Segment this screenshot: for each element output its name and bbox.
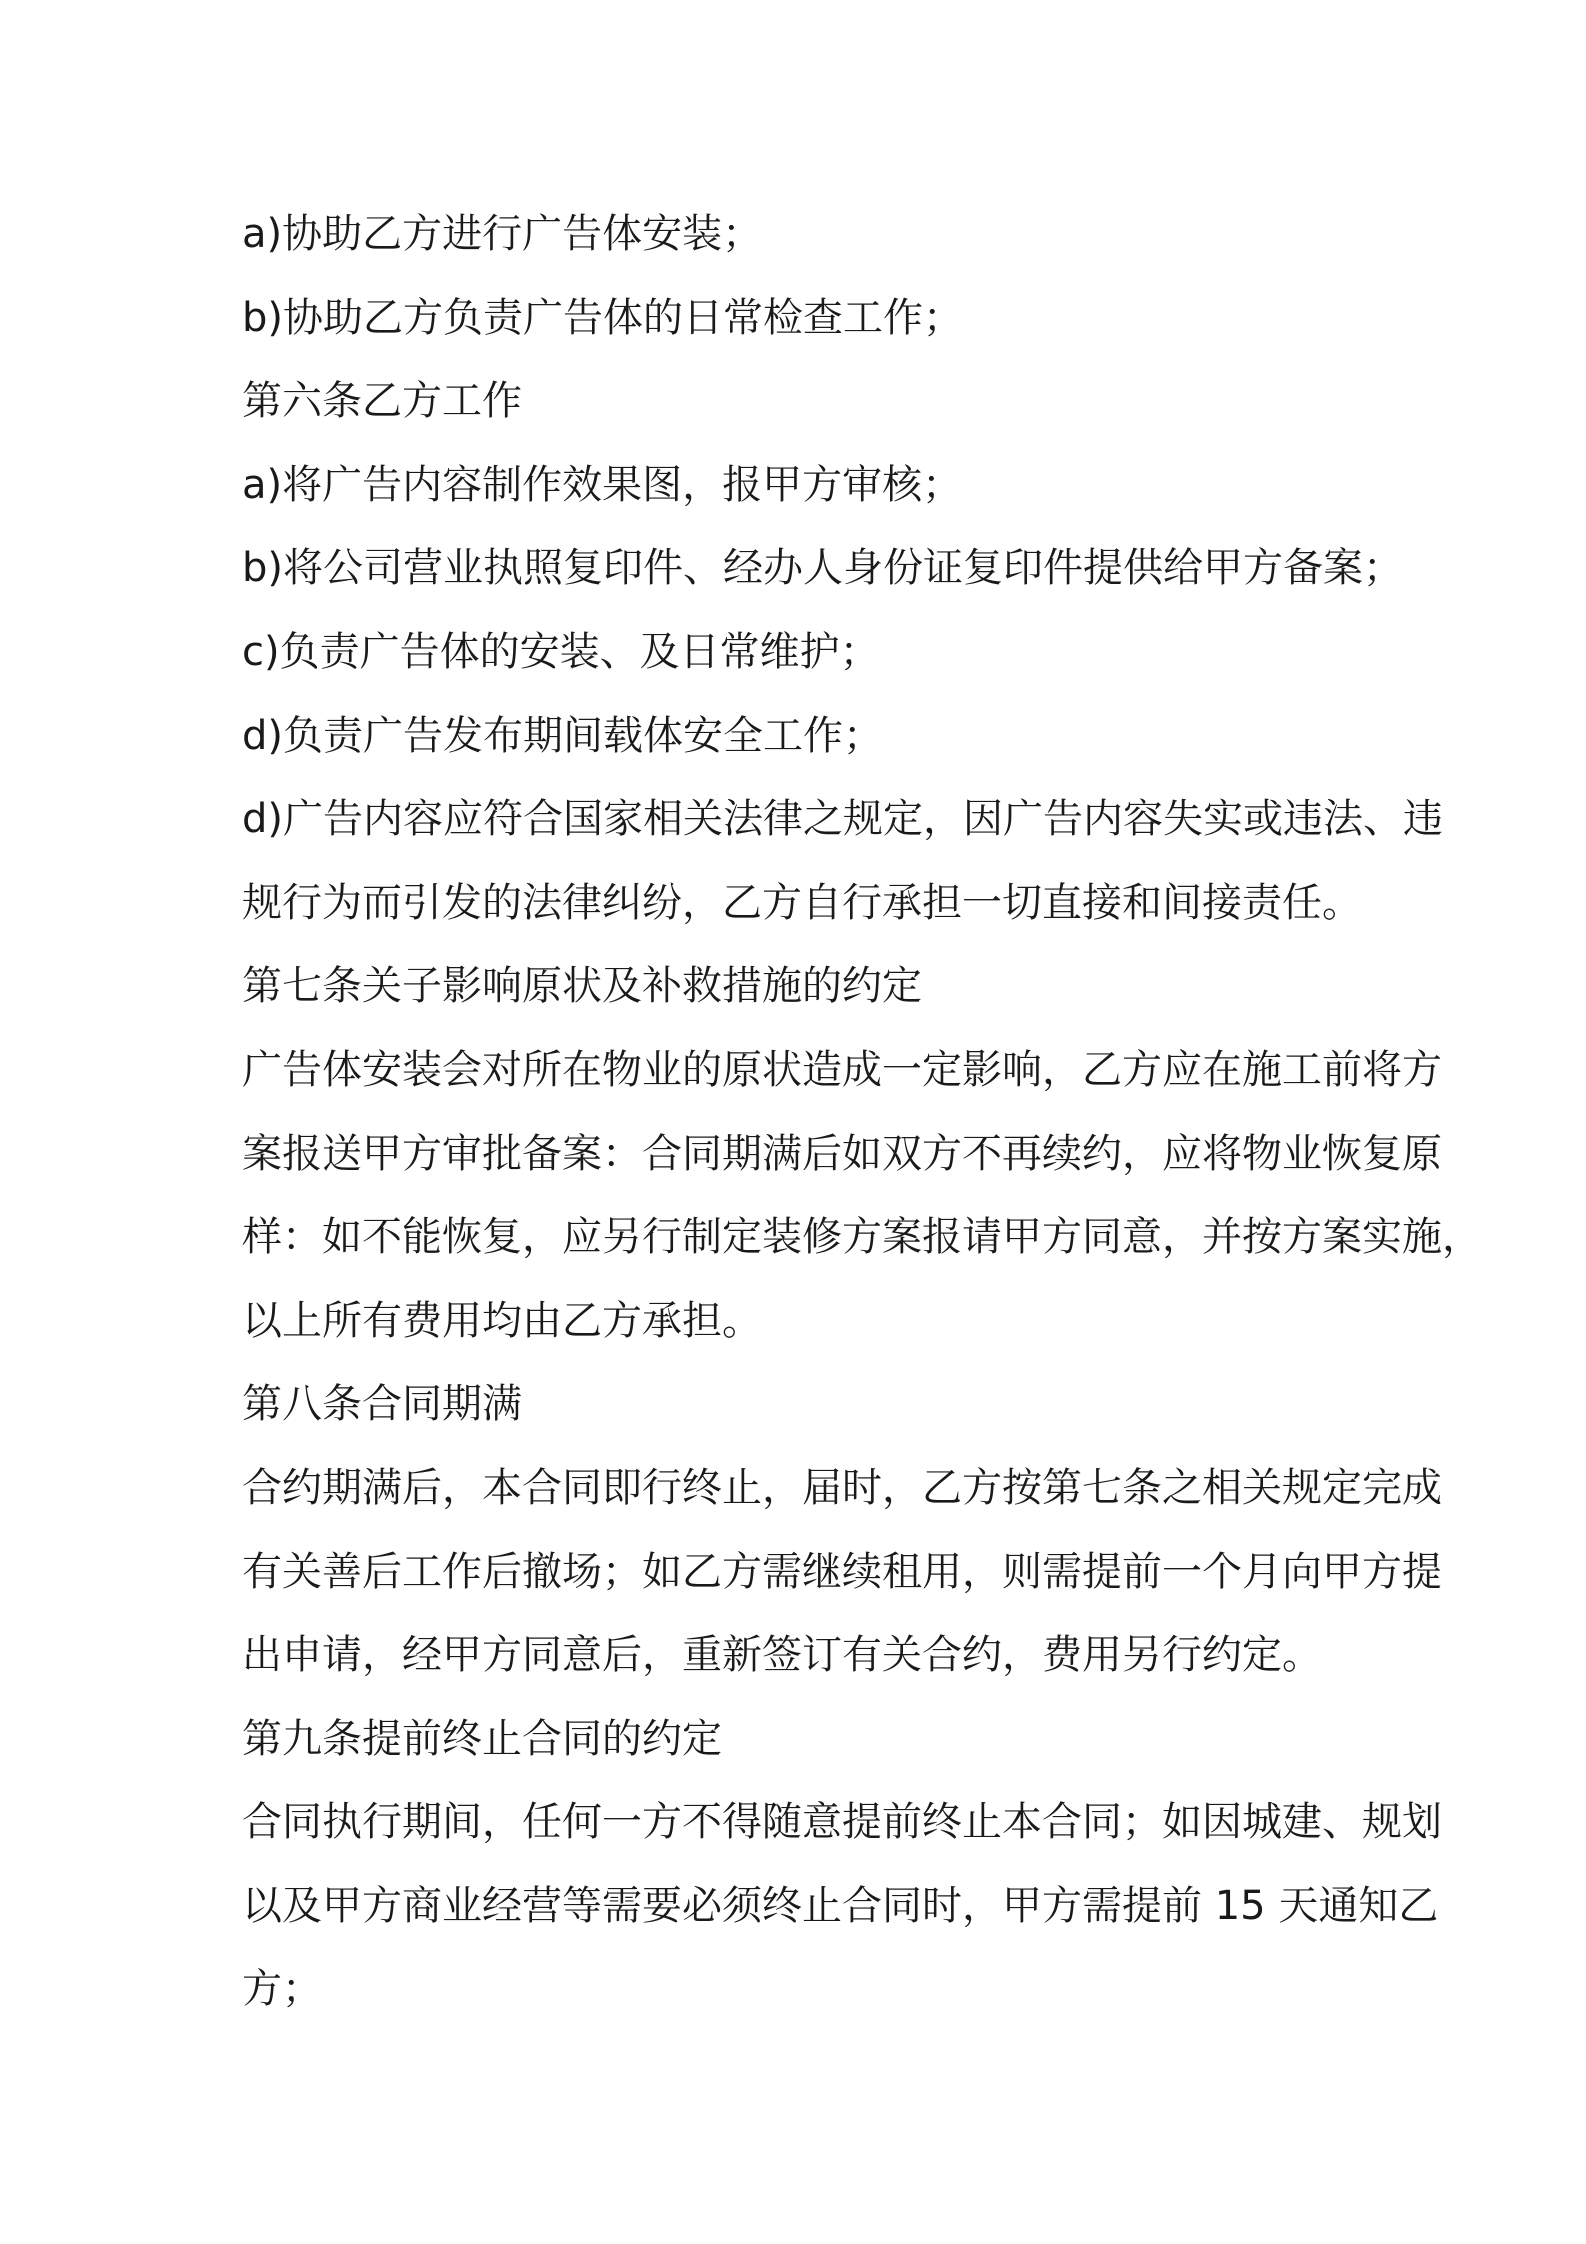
text-line: 合同执行期间，任何一方不得随意提前终止本合同；如因城建、规划 — [242, 1799, 1442, 1846]
text-line: 出申请，经甲方同意后，重新签订有关合约，费用另行约定。 — [242, 1632, 1322, 1679]
text-line: b)协助乙方负责广告体的日常检查工作； — [242, 294, 963, 341]
text-line: c)负责广告体的安装、及日常维护； — [242, 628, 880, 675]
text-line: 案报送甲方审批备案：合同期满后如双方不再续约，应将物业恢复原 — [242, 1130, 1442, 1177]
text-line: 规行为而引发的法律纠纷，乙方自行承担一切直接和间接责任。 — [242, 879, 1362, 926]
text-line: 样：如不能恢复，应另行制定装修方案报请甲方同意，并按方案实施， — [242, 1214, 1482, 1261]
document-body — [242, 193, 1482, 2032]
text-line: 合约期满后，本合同即行终止，届时，乙方按第七条之相关规定完成 — [242, 1464, 1442, 1511]
text-line: b)将公司营业执照复印件、经办人身份证复印件提供给甲方备案； — [242, 545, 1403, 592]
section-heading: 第九条提前终止合同的约定 — [242, 1715, 722, 1762]
text-line: a)将广告内容制作效果图，报甲方审核； — [242, 461, 963, 508]
text-line: 方； — [242, 1966, 322, 2013]
text-line: d)广告内容应符合国家相关法律之规定，因广告内容失实或违法、违 — [242, 796, 1443, 843]
text-line: 以上所有费用均由乙方承担。 — [242, 1297, 762, 1344]
text-line: a)协助乙方进行广告体安装； — [242, 211, 763, 257]
text-line: 以及甲方商业经营等需要必须终止合同时，甲方需提前 15 天通知乙 — [242, 1882, 1439, 1929]
section-heading: 第七条关子影响原状及补救措施的约定 — [242, 963, 922, 1010]
section-heading: 第六条乙方工作 — [242, 378, 522, 425]
section-heading: 第八条合同期满 — [242, 1381, 522, 1428]
text-line: 广告体安装会对所在物业的原状造成一定影响，乙方应在施工前将方 — [242, 1046, 1442, 1093]
text-line: 有关善后工作后撤场；如乙方需继续租用，则需提前一个月向甲方提 — [242, 1548, 1442, 1595]
text-line: d)负责广告发布期间载体安全工作； — [242, 712, 883, 759]
